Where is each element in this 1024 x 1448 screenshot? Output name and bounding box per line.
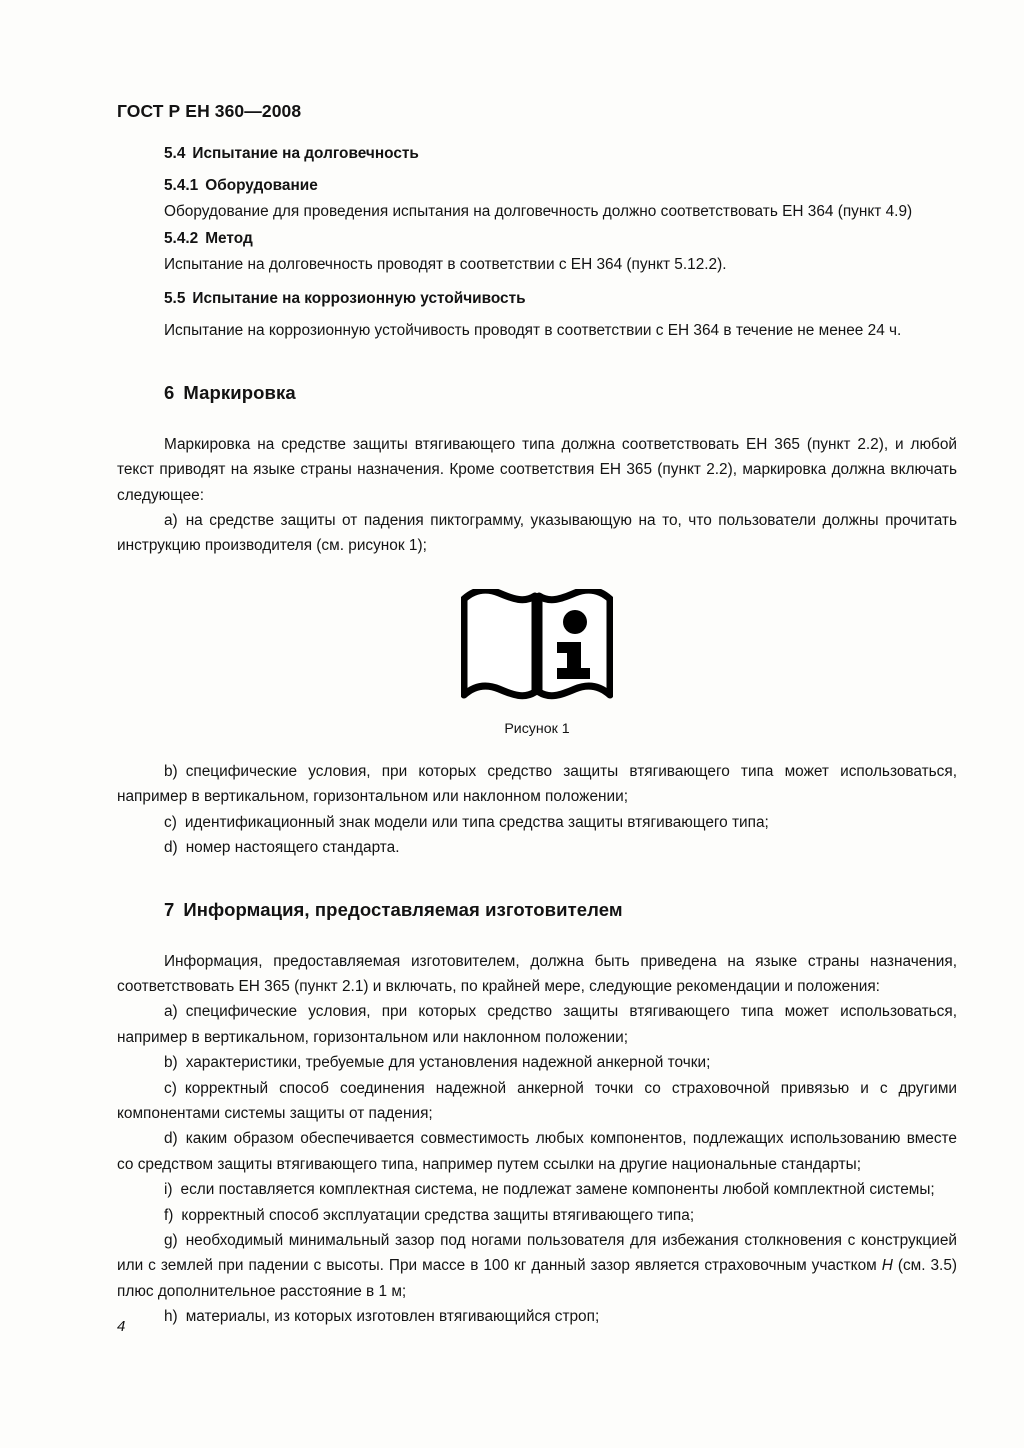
- list-item-7-g-text-part2: (см. 3.5) плюс дополнительное расстояние в 1 м;: [117, 1257, 958, 1300]
- heading-6-number: 6: [164, 381, 175, 403]
- list-item-7-h-text: материалы, из которых изготовлен втягивающийся строп;: [185, 1308, 600, 1326]
- heading-5-5: [117, 286, 957, 311]
- list-item-7-g-label: g): [164, 1231, 178, 1249]
- heading-5-5-number: 5.5: [164, 290, 186, 308]
- list-item-7-g: [117, 1228, 957, 1304]
- heading-7-text: Информация, предоставляемая изготовителем: [183, 898, 623, 920]
- list-item-7-f: [117, 1203, 957, 1228]
- list-item-7-d-label: d): [164, 1130, 178, 1148]
- list-item-7-b-label: b): [164, 1054, 178, 1072]
- heading-5-4-1-number: 5.4.1: [164, 177, 199, 195]
- list-item-7-d: [117, 1126, 957, 1177]
- figure-1-caption: Рисунок 1: [504, 720, 570, 737]
- list-item-7-i-label: i): [164, 1181, 173, 1199]
- list-item-7-g-text-part1: необходимый минимальный зазор под ногами пользователя для избежания столкновения с конструкцией или с землей при падении с высоты. При массе в 100 кг данный зазор является страховочным участком: [117, 1231, 957, 1275]
- list-item-6-b-label: b): [164, 762, 178, 780]
- list-item-7-b-text: характеристики, требуемые для установления надежной анкерной точки;: [185, 1054, 711, 1072]
- list-item-7-i-text: если поставляется комплектная система, не подлежат замене компоненты любой комплектной системы;: [180, 1181, 935, 1199]
- paragraph-5-4-2-body: Испытание на долговечность проводят в соответствии с ЕН 364 (пункт 5.12.2).: [164, 255, 727, 273]
- running-header: ГОСТ Р ЕН 360—2008: [117, 101, 302, 121]
- paragraph-7-body: Информация, предоставляемая изготовителем, должна быть приведена на языке страны назначения, соответствовать ЕН 365 (пункт 2.1) и включать, по крайней мере, следующие рекомендации и положения:: [117, 952, 957, 995]
- list-item-6-a-text: на средстве защиты от падения пиктограмму, указывающую на то, что пользователи должны прочитать инструкцию производителя (см. рисунок 1);: [117, 512, 957, 555]
- heading-5-4-number: 5.4: [164, 145, 186, 162]
- list-item-7-a: [117, 999, 957, 1050]
- list-item-7-h-label: h): [164, 1308, 178, 1326]
- list-item-6-b-text: специфические условия, при которых средство защиты втягивающего типа может использоваться, например в вертикальном, горизонтальном или наклонном положении;: [117, 762, 957, 806]
- list-item-6-d: [117, 835, 957, 860]
- list-item-7-a-label: a): [164, 1003, 178, 1021]
- list-item-6-c: [117, 810, 957, 835]
- list-item-7-g-variable: H: [881, 1257, 893, 1275]
- heading-7: [117, 897, 957, 923]
- heading-5-4-1: [117, 173, 957, 198]
- heading-5-4-1-text: Оборудование: [205, 177, 318, 195]
- list-item-7-c-text: корректный способ соединения надежной анкерной точки со страховочной привязью и с другими компонентами системы защиты от падения;: [117, 1079, 957, 1122]
- information-i-dot: [563, 610, 587, 634]
- list-item-7-a-text: специфические условия, при которых средство защиты втягивающего типа может использоваться, например в вертикальном, горизонтальном или наклонном положении;: [117, 1003, 957, 1046]
- list-item-7-f-label: f): [164, 1206, 174, 1224]
- paragraph-5-4-1-body: Оборудование для проведения испытания на долговечность должно соответствовать ЕН 364 (пункт 4.9): [164, 202, 913, 220]
- list-item-7-d-text: каким образом обеспечивается совместимость любых компонентов, подлежащих использованию вместе со средством защиты втягивающего типа, например путем ссылки на другие национальные стандарты;: [117, 1130, 957, 1173]
- heading-5-4-2-text: Метод: [205, 230, 253, 248]
- heading-5-4: [117, 141, 957, 166]
- paragraph-6-body: Маркировка на средстве защиты втягивающего типа должна соответствовать ЕН 365 (пункт 2.2), и любой текст приводят на языке страны назначения. Кроме соответствия ЕН 365 (пункт 2.2), маркировка должна включать следующее:: [117, 435, 957, 504]
- list-item-7-c: [117, 1076, 957, 1127]
- list-item-6-b: [117, 759, 957, 810]
- heading-5-4-2-number: 5.4.2: [164, 230, 199, 248]
- list-item-7-i: [117, 1177, 957, 1202]
- list-item-7-c-label: c): [164, 1079, 177, 1097]
- list-item-6-c-label: c): [164, 813, 177, 831]
- heading-5-5-text: Испытание на коррозионную устойчивость: [192, 290, 526, 308]
- heading-5-4-text: Испытание на долговечность: [192, 145, 419, 162]
- list-item-6-c-text: идентификационный знак модели или типа средства защиты втягивающего типа;: [184, 813, 769, 831]
- list-item-7-b: [117, 1050, 957, 1075]
- list-item-6-a: [117, 508, 957, 559]
- heading-6-text: Маркировка: [183, 381, 296, 403]
- book-left-page: [464, 590, 535, 696]
- figure-1: [117, 589, 957, 739]
- open-book-information-pictogram: [461, 589, 613, 703]
- heading-5-4-2: [117, 226, 957, 251]
- paragraph-5-5-body: Испытание на коррозионную устойчивость проводят в соответствии с ЕН 364 в течение не менее 24 ч.: [164, 322, 902, 340]
- heading-6: [117, 380, 957, 406]
- list-item-7-f-text: корректный способ эксплуатации средства защиты втягивающего типа;: [181, 1206, 695, 1224]
- list-item-6-a-label: a): [164, 512, 178, 530]
- list-item-7-h: [117, 1304, 957, 1329]
- heading-7-number: 7: [164, 898, 175, 920]
- list-item-6-d-text: номер настоящего стандарта.: [185, 839, 400, 857]
- document-body: [117, 141, 957, 1330]
- list-item-6-d-label: d): [164, 839, 178, 857]
- page-number: 4: [117, 1318, 126, 1335]
